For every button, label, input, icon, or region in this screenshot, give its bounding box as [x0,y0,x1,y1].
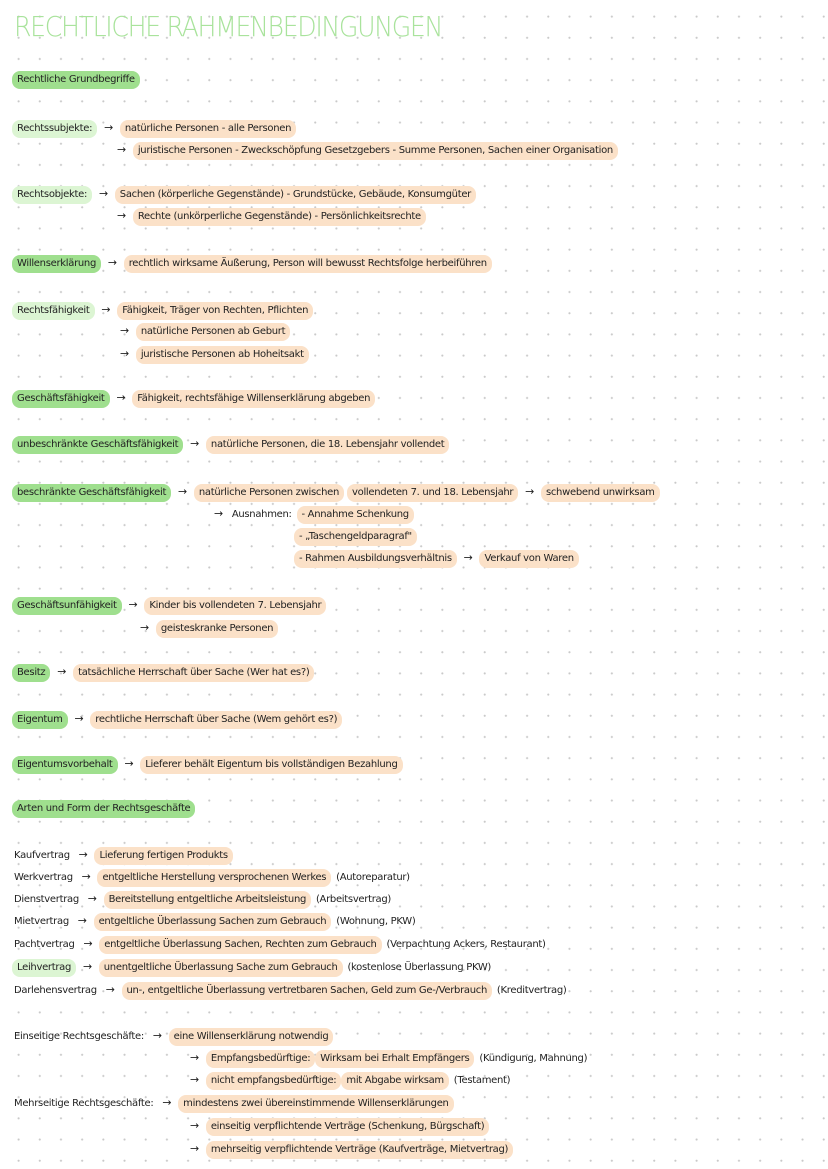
term-label: Dienstvertrag [14,894,79,905]
rechtsobjekte-row-2: → Rechte (unkörperliche Gegenstände) - Persönlichkeitsrechte [113,207,426,226]
arrow-icon: → [190,437,200,450]
arrow-icon: → [82,960,92,973]
term-label: Darlehensvertrag [14,985,97,996]
arrow-icon: → [140,621,149,634]
arrow-icon: → [78,848,88,861]
term-label: Leihvertrag [12,959,76,977]
arrow-icon: → [107,256,117,269]
arrow-icon: → [74,712,84,725]
term-label: Werkvertrag [14,872,73,883]
beschraenkt-row: beschränkte Geschäftsfähigkeit → natürliche Personen zwischen vollendeten 7. und 18. Lebensjahr → schwebend unwirksam [12,483,660,502]
term-label: Pachtvertrag [14,939,75,950]
page-title: RECHTLICHE RAHMENBEDINGUNGEN [14,10,442,43]
arrow-icon: → [83,937,93,950]
arrow-icon: → [190,1051,199,1064]
arrow-icon: → [98,187,108,200]
arrow-icon: → [128,598,138,611]
term-label: Geschäftsfähigkeit [12,390,110,408]
arrow-icon: → [178,485,187,498]
rechtsobjekte-row: Rechtsobjekte: → Sachen (körperliche Gegenstände) - Grundstücke, Gebäude, Konsumgüter [12,185,476,204]
rechtssubjekte-row-2: → juristische Personen - Zweckschöpfung Gesetzgebers - Summe Personen, Sachen einer Organisation [113,141,618,160]
ausnahmen-row-2: - „Taschengeldparagraf" [294,528,417,546]
section-heading-arten: Arten und Form der Rechtsgeschäfte [12,800,195,818]
arrow-icon: → [162,1096,172,1109]
term-label: Rechtssubjekte: [12,120,97,138]
arrow-icon: → [101,303,111,316]
geschaeftsunfaehigkeit-row-2: → geisteskranke Personen [136,619,278,638]
geschaeftsunfaehigkeit-row: Geschäftsunfähigkeit → Kinder bis vollendeten 7. Lebensjahr [12,596,326,615]
term-label: unbeschränkte Geschäftsfähigkeit [12,436,183,454]
einseitig-row-2: → Empfangsbedürftige: Wirksam bei Erhalt Empfängers (Kündigung, Mahnung) [186,1049,589,1068]
term-label: Besitz [12,664,50,682]
mehrseitig-row-2: → einseitig verpflichtende Verträge (Schenkung, Bürgschaft) [186,1117,489,1136]
arrow-icon: → [87,892,97,905]
vertrag-row: Mietvertrag → entgeltliche Überlassung Sachen zum Gebrauch (Wohnung, PKW) [12,912,417,931]
eigentumsvorbehalt-row: Eigentumsvorbehalt → Lieferer behält Eigentum bis vollständigen Bezahlung [12,755,403,774]
rechtsfaehigkeit-row: Rechtsfähigkeit → Fähigkeit, Träger von Rechten, Pflichten [12,301,313,320]
vertrag-row: Darlehensvertrag → un-, entgeltliche Überlassung vertretbaren Sachen, Geld zum Ge-/Verbrauch (Kreditvertrag) [12,981,569,1000]
vertrag-row: Pachtvertrag → entgeltliche Überlassung Sachen, Rechten zum Gebrauch (Verpachtung Ackers, Restaurant) [12,935,548,954]
term-label: Mietvertrag [14,916,69,927]
term-label: Eigentum [12,711,68,729]
term-label: Kaufvertrag [14,850,70,861]
rechtssubjekte-row: Rechtssubjekte: → natürliche Personen - alle Personen [12,119,296,138]
arrow-icon: → [116,391,126,404]
vertrag-row: Werkvertrag → entgeltliche Herstellung versprochenen Werkes (Autoreparatur) [12,868,412,887]
unbeschraenkt-row: unbeschränkte Geschäftsfähigkeit → natürliche Personen, die 18. Lebensjahr vollendet [12,435,449,454]
arrow-icon: → [117,209,126,222]
geschaeftsfaehigkeit-row: Geschäftsfähigkeit → Fähigkeit, rechtsfähige Willenserklärung abgeben [12,389,375,408]
eigentum-row: Eigentum → rechtliche Herrschaft über Sache (Wem gehört es?) [12,710,342,729]
term-label: Eigentumsvorbehalt [12,756,118,774]
arrow-icon: → [214,507,223,520]
arrow-icon: → [57,665,67,678]
vertrag-row: Kaufvertrag → Lieferung fertigen Produkts [12,846,233,865]
term-label: beschränkte Geschäftsfähigkeit [12,484,171,502]
arrow-icon: → [104,121,113,134]
term-label: Einseitige Rechtsgeschäfte: [14,1031,144,1042]
arrow-icon: → [120,347,129,360]
arrow-icon: → [124,757,134,770]
arrow-icon: → [190,1073,199,1086]
ausnahmen-row-3: - Rahmen Ausbildungsverhältnis → Verkauf von Waren [294,549,579,568]
arrow-icon: → [117,143,126,156]
section-heading-grundbegriffe: Rechtliche Grundbegriffe [12,71,140,89]
arrow-icon: → [190,1119,199,1132]
term-label: Mehrseitige Rechtsgeschäfte: [14,1098,154,1109]
vertrag-row: Leihvertrag → unentgeltliche Überlassung Sache zum Gebrauch (kostenlose Überlassung PKW) [12,958,493,977]
einseitig-row: Einseitige Rechtsgeschäfte: → eine Willenserklärung notwendig [12,1027,333,1046]
mehrseitig-row: Mehrseitige Rechtsgeschäfte: → mindestens zwei übereinstimmende Willenserklärungen [12,1094,454,1113]
arrow-icon: → [120,324,129,337]
besitz-row: Besitz → tatsächliche Herrschaft über Sache (Wer hat es?) [12,663,314,682]
einseitig-row-3: → nicht empfangsbedürftige: mit Abgabe wirksam (Testament) [186,1071,512,1090]
arrow-icon: → [463,551,473,564]
term-label: Geschäftsunfähigkeit [12,597,122,615]
term-label: Rechtsfähigkeit [12,302,95,320]
arrow-icon: → [77,914,87,927]
rechtsfaehigkeit-row-2: → natürliche Personen ab Geburt [116,322,290,341]
willenserklaerung-row: Willenserklärung → rechtlich wirksame Äußerung, Person will bewusst Rechtsfolge herbeiführen [12,254,492,273]
ausnahmen-row: → Ausnahmen: - Annahme Schenkung [210,505,414,524]
arrow-icon: → [152,1029,162,1042]
arrow-icon: → [190,1142,199,1155]
mehrseitig-row-3: → mehrseitig verpflichtende Verträge (Kaufverträge, Mietvertrag) [186,1140,513,1159]
arrow-icon: → [81,870,91,883]
arrow-icon: → [105,983,115,996]
term-label: Willenserklärung [12,255,101,273]
term-label: Rechtsobjekte: [12,186,92,204]
arrow-icon: → [525,485,535,498]
rechtsfaehigkeit-row-3: → juristische Personen ab Hoheitsakt [116,345,309,364]
vertrag-row: Dienstvertrag → Bereitstellung entgeltliche Arbeitsleistung (Arbeitsvertrag) [12,890,393,909]
